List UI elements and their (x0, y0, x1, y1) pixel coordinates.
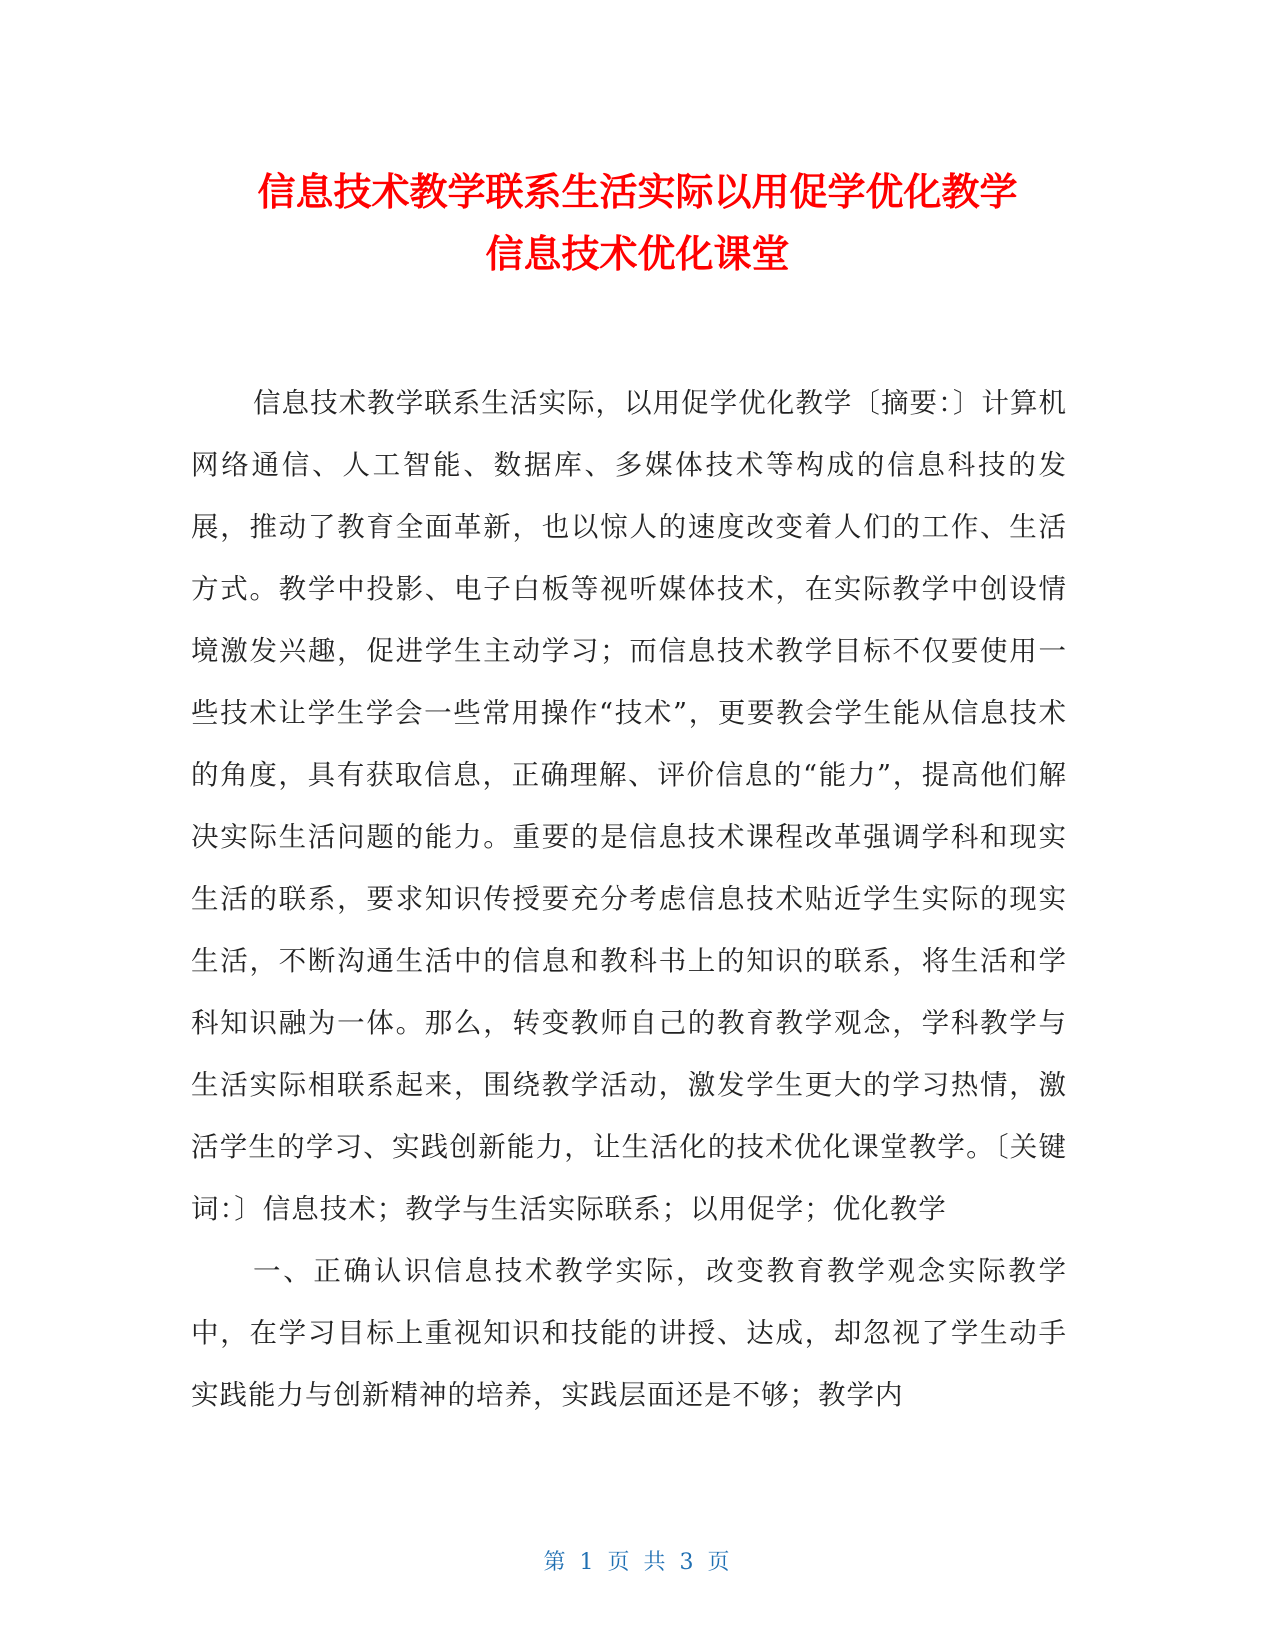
footer-page-word: 页 (607, 1550, 632, 1575)
footer-prefix: 第 (543, 1550, 568, 1575)
document-title-line-2: 信息技术优化课堂 (485, 232, 790, 276)
page-footer (0, 1545, 1275, 1576)
footer-current-page: 1 (579, 1550, 596, 1575)
paragraph-section-1: 一、正确认识信息技术教学实际，改变教育教学观念实际教学中，在学习目标上重视知识和技能的讲授、达成，却忽视了学生动手实践能力与创新精神的培养，实践层面还是不够；教学内 (191, 1255, 1067, 1411)
footer-total-pages: 3 (679, 1550, 696, 1575)
footer-suffix: 页 (707, 1550, 732, 1575)
footer-total-word: 共 (643, 1550, 668, 1575)
paragraph-abstract: 信息技术教学联系生活实际，以用促学优化教学〔摘要：〕计算机网络通信、人工智能、数据库、多媒体技术等构成的信息科技的发展，推动了教育全面革新，也以惊人的速度改变着人们的工作、生活方式。教学中投影、电子白板等视听媒体技术，在实际教学中创设情境激发兴趣，促进学生主动学习；而信息技术教学目标不仅要使用一些技术让学生学会一些常用操作“技术”，更要教会学生能从信息技术的角度，具有获取信息，正确理解、评价信息的“能力”，提高他们解决实际生活问题的能力。重要的是信息技术课程改革强调学科和现实生活的联系，要求知识传授要充分考虑信息技术贴近学生实际的现实生活，不断沟通生活中的信息和教科书上的知识的联系，将生活和学科知识融为一体。那么，转变教师自己的教育教学观念，学科教学与生活实际相联系起来，围绕教学活动，激发学生更大的学习热情，激活学生的学习、实践创新能力，让生活化的技术优化课堂教学。〔关键词：〕信息技术；教学与生活实际联系；以用促学；优化教学 (191, 387, 1067, 1225)
document-title-line-1: 信息技术教学联系生活实际以用促学优化教学 (257, 170, 1018, 214)
document-body (191, 372, 1067, 1426)
